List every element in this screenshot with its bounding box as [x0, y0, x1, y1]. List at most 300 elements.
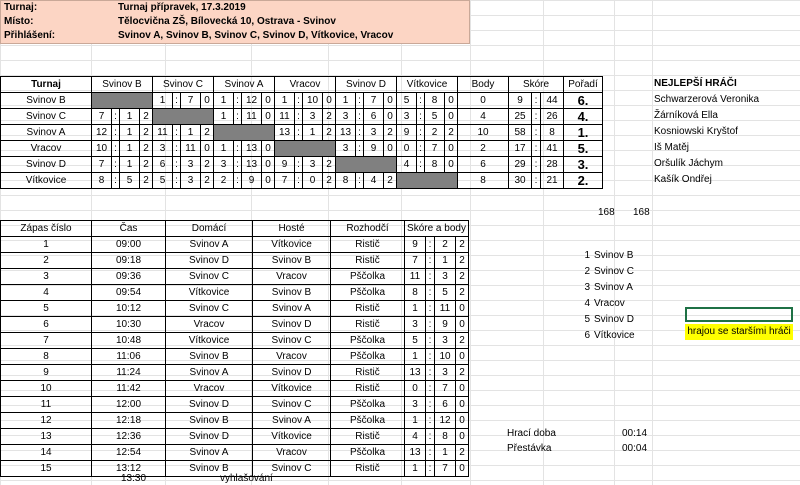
- match-hoste: Vítkovice: [253, 237, 331, 253]
- match-n: 15: [1, 461, 92, 477]
- match-domaci: Svinov C: [166, 301, 253, 317]
- score-part: 7: [275, 173, 295, 189]
- score-part: :: [417, 109, 425, 125]
- score-part: 9: [242, 173, 262, 189]
- self-cell: [275, 141, 336, 157]
- score-part: 8: [425, 157, 445, 173]
- match-score-away: 3: [435, 269, 456, 285]
- match-score-away: 7: [435, 381, 456, 397]
- score-part: 0: [445, 93, 458, 109]
- score-part: 3: [397, 109, 417, 125]
- team-list-name: Svinov C: [594, 266, 635, 277]
- match-score-home: 5: [405, 333, 426, 349]
- selected-cell[interactable]: [685, 307, 793, 322]
- grid-row-line: [0, 210, 800, 211]
- score-part: 0: [397, 141, 417, 157]
- best-player: Schwarzerová Veronika: [654, 94, 760, 105]
- score-part: 2: [201, 125, 214, 141]
- best-players-title: NEJLEPŠÍ HRÁČI: [654, 78, 737, 89]
- score-part: 2: [214, 173, 234, 189]
- match-rozhodci: Pščolka: [331, 349, 405, 365]
- score-part: 11: [181, 141, 201, 157]
- match-cas: 10:30: [92, 317, 166, 333]
- skore-part: 58: [509, 125, 532, 141]
- match-hoste: Svinov C: [253, 461, 331, 477]
- score-part: 1: [214, 141, 234, 157]
- match-n: 8: [1, 349, 92, 365]
- match-score-sep: :: [426, 445, 435, 461]
- match-cas: 11:24: [92, 365, 166, 381]
- match-cas: 12:36: [92, 429, 166, 445]
- score-part: 7: [92, 109, 112, 125]
- points: 6: [458, 157, 509, 173]
- match-points: 2: [456, 269, 469, 285]
- self-cell: [336, 157, 397, 173]
- score-part: :: [112, 125, 120, 141]
- score-part: :: [295, 109, 303, 125]
- grid-row-line: [0, 480, 800, 481]
- best-player: Oršulík Jáchym: [654, 158, 723, 169]
- match-score-away: 8: [435, 429, 456, 445]
- col-poradi: Pořadí: [564, 77, 603, 93]
- match-points: 0: [456, 413, 469, 429]
- match-score-sep: :: [426, 317, 435, 333]
- standings-row: [1, 93, 603, 109]
- best-player: Kosniowski Kryštof: [654, 126, 738, 137]
- match-score-sep: :: [426, 237, 435, 253]
- score-part: 13: [275, 125, 295, 141]
- score-part: 0: [262, 141, 275, 157]
- team-name: Vracov: [1, 141, 92, 157]
- match-score-home: 1: [405, 461, 426, 477]
- match-rozhodci: Ristič: [331, 381, 405, 397]
- grid-row-line: [0, 60, 800, 61]
- score-part: 7: [425, 141, 445, 157]
- match-score-home: 13: [405, 365, 426, 381]
- score-part: :: [417, 157, 425, 173]
- footer-time: 13:30: [121, 473, 147, 484]
- match-n: 10: [1, 381, 92, 397]
- score-part: 13: [336, 125, 356, 141]
- col-zapas: Zápas číslo: [1, 221, 92, 237]
- score-part: 5: [153, 173, 173, 189]
- score-part: 2: [445, 125, 458, 141]
- match-hoste: Vracov: [253, 349, 331, 365]
- skore-part: 30: [509, 173, 532, 189]
- match-n: 11: [1, 397, 92, 413]
- team-list-number: 5: [584, 314, 590, 325]
- score-part: 7: [364, 93, 384, 109]
- self-cell: [153, 109, 214, 125]
- score-part: :: [356, 109, 364, 125]
- match-rozhodci: Pščolka: [331, 285, 405, 301]
- prestavka-label: Přestávka: [507, 443, 552, 454]
- score-part: 1: [153, 93, 173, 109]
- standings-row: [1, 109, 603, 125]
- match-score-away: 1: [435, 253, 456, 269]
- match-rozhodci: Ristič: [331, 461, 405, 477]
- score-part: 1: [336, 93, 356, 109]
- match-score-home: 1: [405, 301, 426, 317]
- best-player: Kašík Ondřej: [654, 174, 712, 185]
- match-points: 2: [456, 445, 469, 461]
- points: 2: [458, 141, 509, 157]
- best-player: Žárníková Ella: [654, 110, 718, 121]
- score-part: :: [173, 93, 181, 109]
- match-row: [1, 429, 469, 445]
- match-score-home: 4: [405, 429, 426, 445]
- grid-col-line: [652, 0, 653, 485]
- score-part: :: [417, 141, 425, 157]
- score-part: 11: [275, 109, 295, 125]
- score-part: 2: [323, 109, 336, 125]
- skore-part: 21: [541, 173, 564, 189]
- match-score-away: 5: [435, 285, 456, 301]
- score-part: 9: [275, 157, 295, 173]
- score-part: 3: [336, 141, 356, 157]
- score-part: 2: [323, 125, 336, 141]
- self-cell: [397, 173, 458, 189]
- match-row: [1, 365, 469, 381]
- match-cas: 09:00: [92, 237, 166, 253]
- grid-col-line: [543, 0, 544, 485]
- match-domaci: Vítkovice: [166, 285, 253, 301]
- rank: 2.: [564, 173, 603, 189]
- points: 8: [458, 173, 509, 189]
- match-score-home: 9: [405, 237, 426, 253]
- score-part: 0: [445, 141, 458, 157]
- score-part: 3: [303, 157, 323, 173]
- score-part: :: [356, 173, 364, 189]
- score-part: 10: [303, 93, 323, 109]
- score-part: 3: [364, 125, 384, 141]
- score-part: :: [417, 93, 425, 109]
- score-part: :: [173, 157, 181, 173]
- col-skore: Skóre: [509, 77, 564, 93]
- match-row: [1, 269, 469, 285]
- score-part: 0: [201, 93, 214, 109]
- score-part: :: [295, 157, 303, 173]
- score-part: :: [295, 173, 303, 189]
- match-n: 5: [1, 301, 92, 317]
- match-cas: 11:06: [92, 349, 166, 365]
- score-part: 3: [181, 157, 201, 173]
- self-cell: [214, 125, 275, 141]
- score-part: 9: [397, 125, 417, 141]
- col-body: Body: [458, 77, 509, 93]
- match-n: 2: [1, 253, 92, 269]
- match-score-away: 6: [435, 397, 456, 413]
- skore-part: 25: [509, 109, 532, 125]
- match-cas: 12:54: [92, 445, 166, 461]
- match-row: [1, 397, 469, 413]
- col-team-3: Vracov: [275, 77, 336, 93]
- score-part: 0: [384, 93, 397, 109]
- match-points: 0: [456, 301, 469, 317]
- score-part: 0: [201, 141, 214, 157]
- match-domaci: Svinov D: [166, 253, 253, 269]
- match-points: 0: [456, 429, 469, 445]
- match-points: 2: [456, 333, 469, 349]
- match-score-sep: :: [426, 253, 435, 269]
- match-domaci: Vracov: [166, 381, 253, 397]
- team-list-name: Vítkovice: [594, 330, 635, 341]
- score-part: 8: [425, 93, 445, 109]
- match-rozhodci: Ristič: [331, 253, 405, 269]
- match-row: [1, 381, 469, 397]
- score-part: 2: [140, 109, 153, 125]
- score-part: 3: [214, 157, 234, 173]
- score-part: 7: [181, 93, 201, 109]
- score-part: :: [356, 141, 364, 157]
- score-part: 4: [364, 173, 384, 189]
- match-domaci: Svinov B: [166, 461, 253, 477]
- score-part: 2: [323, 157, 336, 173]
- rank: 3.: [564, 157, 603, 173]
- match-score-away: 12: [435, 413, 456, 429]
- team-list-number: 6: [584, 330, 590, 341]
- match-hoste: Svinov A: [253, 301, 331, 317]
- turnaj-value: Turnaj přípravek, 17.3.2019: [118, 2, 246, 13]
- grid-row-line: [0, 45, 800, 46]
- score-part: 13: [242, 141, 262, 157]
- footer-label: vyhlašování: [220, 473, 273, 484]
- match-domaci: Svinov B: [166, 349, 253, 365]
- match-hoste: Svinov A: [253, 413, 331, 429]
- match-hoste: Svinov D: [253, 365, 331, 381]
- score-part: 8: [336, 173, 356, 189]
- skore-part: :: [532, 157, 541, 173]
- match-row: [1, 445, 469, 461]
- score-part: 5: [120, 173, 140, 189]
- standings-row: [1, 157, 603, 173]
- points: 0: [458, 93, 509, 109]
- score-part: 1: [303, 125, 323, 141]
- score-part: 1: [120, 125, 140, 141]
- points: 10: [458, 125, 509, 141]
- match-points: 0: [456, 317, 469, 333]
- score-part: :: [417, 125, 425, 141]
- score-part: 6: [153, 157, 173, 173]
- score-part: 12: [92, 125, 112, 141]
- col-domaci: Domácí: [166, 221, 253, 237]
- match-score-sep: :: [426, 301, 435, 317]
- standings-header-row: [1, 77, 603, 93]
- score-part: :: [234, 93, 242, 109]
- match-points: 0: [456, 461, 469, 477]
- match-n: 6: [1, 317, 92, 333]
- score-part: 2: [384, 173, 397, 189]
- hraci-doba-value: 00:14: [622, 428, 648, 439]
- skore-part: 17: [509, 141, 532, 157]
- score-part: :: [234, 173, 242, 189]
- prihlaseni-value: Svinov A, Svinov B, Svinov C, Svinov D, Vítkovice, Vracov: [118, 30, 394, 41]
- score-part: 11: [242, 109, 262, 125]
- match-score-sep: :: [426, 269, 435, 285]
- team-list-number: 2: [584, 266, 590, 277]
- rank: 1.: [564, 125, 603, 141]
- score-part: 11: [153, 125, 173, 141]
- match-n: 9: [1, 365, 92, 381]
- team-list-name: Svinov B: [594, 250, 634, 261]
- score-part: 0: [262, 173, 275, 189]
- score-part: 12: [242, 93, 262, 109]
- match-hoste: Svinov B: [253, 253, 331, 269]
- match-rozhodci: Pščolka: [331, 413, 405, 429]
- skore-part: 41: [541, 141, 564, 157]
- score-part: :: [295, 125, 303, 141]
- standings-row: [1, 125, 603, 141]
- score-part: 0: [445, 157, 458, 173]
- col-turnaj: Turnaj: [1, 77, 92, 93]
- match-score-home: 1: [405, 349, 426, 365]
- skore-part: 9: [509, 93, 532, 109]
- match-domaci: Vítkovice: [166, 333, 253, 349]
- score-part: 3: [336, 109, 356, 125]
- col-team-2: Svinov A: [214, 77, 275, 93]
- team-list-name: Svinov A: [594, 282, 633, 293]
- match-score-away: 7: [435, 461, 456, 477]
- total-conceded: 168: [633, 207, 650, 218]
- match-score-home: 11: [405, 269, 426, 285]
- score-part: :: [295, 93, 303, 109]
- self-cell: [92, 93, 153, 109]
- match-cas: 09:36: [92, 269, 166, 285]
- score-part: 1: [214, 109, 234, 125]
- match-hoste: Svinov C: [253, 333, 331, 349]
- score-part: :: [173, 125, 181, 141]
- matches-table: [0, 220, 469, 477]
- score-part: 0: [262, 157, 275, 173]
- skore-part: :: [532, 173, 541, 189]
- match-points: 2: [456, 253, 469, 269]
- hraci-doba-label: Hrací doba: [507, 428, 556, 439]
- score-part: :: [356, 93, 364, 109]
- match-cas: 09:54: [92, 285, 166, 301]
- match-score-away: 3: [435, 365, 456, 381]
- match-hoste: Svinov C: [253, 397, 331, 413]
- match-hoste: Svinov B: [253, 285, 331, 301]
- match-rozhodci: Ristič: [331, 301, 405, 317]
- match-cas: 09:18: [92, 253, 166, 269]
- match-score-sep: :: [426, 285, 435, 301]
- col-rozhodci: Rozhodčí: [331, 221, 405, 237]
- match-rozhodci: Pščolka: [331, 333, 405, 349]
- match-n: 12: [1, 413, 92, 429]
- rank: 4.: [564, 109, 603, 125]
- match-hoste: Svinov D: [253, 317, 331, 333]
- col-team-4: Svinov D: [336, 77, 397, 93]
- misto-label: Místo:: [4, 16, 34, 27]
- team-list-number: 4: [584, 298, 590, 309]
- score-part: 1: [120, 157, 140, 173]
- standings-row: [1, 173, 603, 189]
- score-part: 0: [384, 141, 397, 157]
- score-part: 0: [262, 93, 275, 109]
- score-part: 2: [323, 173, 336, 189]
- match-score-home: 0: [405, 381, 426, 397]
- score-part: 2: [201, 173, 214, 189]
- match-hoste: Vítkovice: [253, 381, 331, 397]
- match-row: [1, 301, 469, 317]
- rank: 6.: [564, 93, 603, 109]
- col-hoste: Hosté: [253, 221, 331, 237]
- score-part: 5: [425, 109, 445, 125]
- match-domaci: Svinov C: [166, 269, 253, 285]
- score-part: 0: [384, 109, 397, 125]
- skore-part: 8: [541, 125, 564, 141]
- match-cas: 13:12: [92, 461, 166, 477]
- matches-header-row: [1, 221, 469, 237]
- match-rozhodci: Pščolka: [331, 397, 405, 413]
- match-points: 0: [456, 397, 469, 413]
- score-part: :: [173, 141, 181, 157]
- score-part: 2: [201, 157, 214, 173]
- match-row: [1, 349, 469, 365]
- match-score-sep: :: [426, 381, 435, 397]
- match-cas: 12:18: [92, 413, 166, 429]
- match-rozhodci: Pščolka: [331, 445, 405, 461]
- match-score-home: 3: [405, 317, 426, 333]
- match-domaci: Svinov D: [166, 397, 253, 413]
- match-rozhodci: Ristič: [331, 317, 405, 333]
- match-rozhodci: Pščolka: [331, 269, 405, 285]
- skore-part: :: [532, 93, 541, 109]
- col-team-0: Svinov B: [92, 77, 153, 93]
- match-hoste: Vítkovice: [253, 429, 331, 445]
- match-cas: 10:12: [92, 301, 166, 317]
- team-list-number: 1: [584, 250, 590, 261]
- match-rozhodci: Ristič: [331, 429, 405, 445]
- grid-col-line: [470, 0, 471, 485]
- score-part: :: [112, 173, 120, 189]
- team-name: Svinov D: [1, 157, 92, 173]
- score-part: 1: [120, 141, 140, 157]
- match-score-away: 10: [435, 349, 456, 365]
- score-part: 5: [397, 93, 417, 109]
- score-part: :: [234, 157, 242, 173]
- match-score-away: 1: [435, 445, 456, 461]
- team-list-number: 3: [584, 282, 590, 293]
- match-score-away: 3: [435, 333, 456, 349]
- match-score-away: 11: [435, 301, 456, 317]
- match-n: 13: [1, 429, 92, 445]
- match-domaci: Svinov A: [166, 365, 253, 381]
- score-part: 0: [323, 93, 336, 109]
- grid-col-line: [614, 0, 615, 485]
- match-score-home: 8: [405, 285, 426, 301]
- match-hoste: Vracov: [253, 445, 331, 461]
- match-score-sep: :: [426, 397, 435, 413]
- match-points: 2: [456, 237, 469, 253]
- match-score-home: 3: [405, 397, 426, 413]
- team-name: Svinov A: [1, 125, 92, 141]
- score-part: 3: [153, 141, 173, 157]
- misto-value: Tělocvična ZŠ, Bílovecká 10, Ostrava - Svinov: [118, 16, 336, 27]
- match-score-sep: :: [426, 365, 435, 381]
- match-row: [1, 253, 469, 269]
- score-part: 7: [92, 157, 112, 173]
- match-n: 1: [1, 237, 92, 253]
- match-n: 3: [1, 269, 92, 285]
- score-part: 1: [275, 93, 295, 109]
- standings-row: [1, 141, 603, 157]
- note-cell: hrajou se staršími hráči: [685, 324, 793, 340]
- score-part: :: [173, 173, 181, 189]
- score-part: 3: [181, 173, 201, 189]
- score-part: 0: [262, 109, 275, 125]
- col-team-5: Vítkovice: [397, 77, 458, 93]
